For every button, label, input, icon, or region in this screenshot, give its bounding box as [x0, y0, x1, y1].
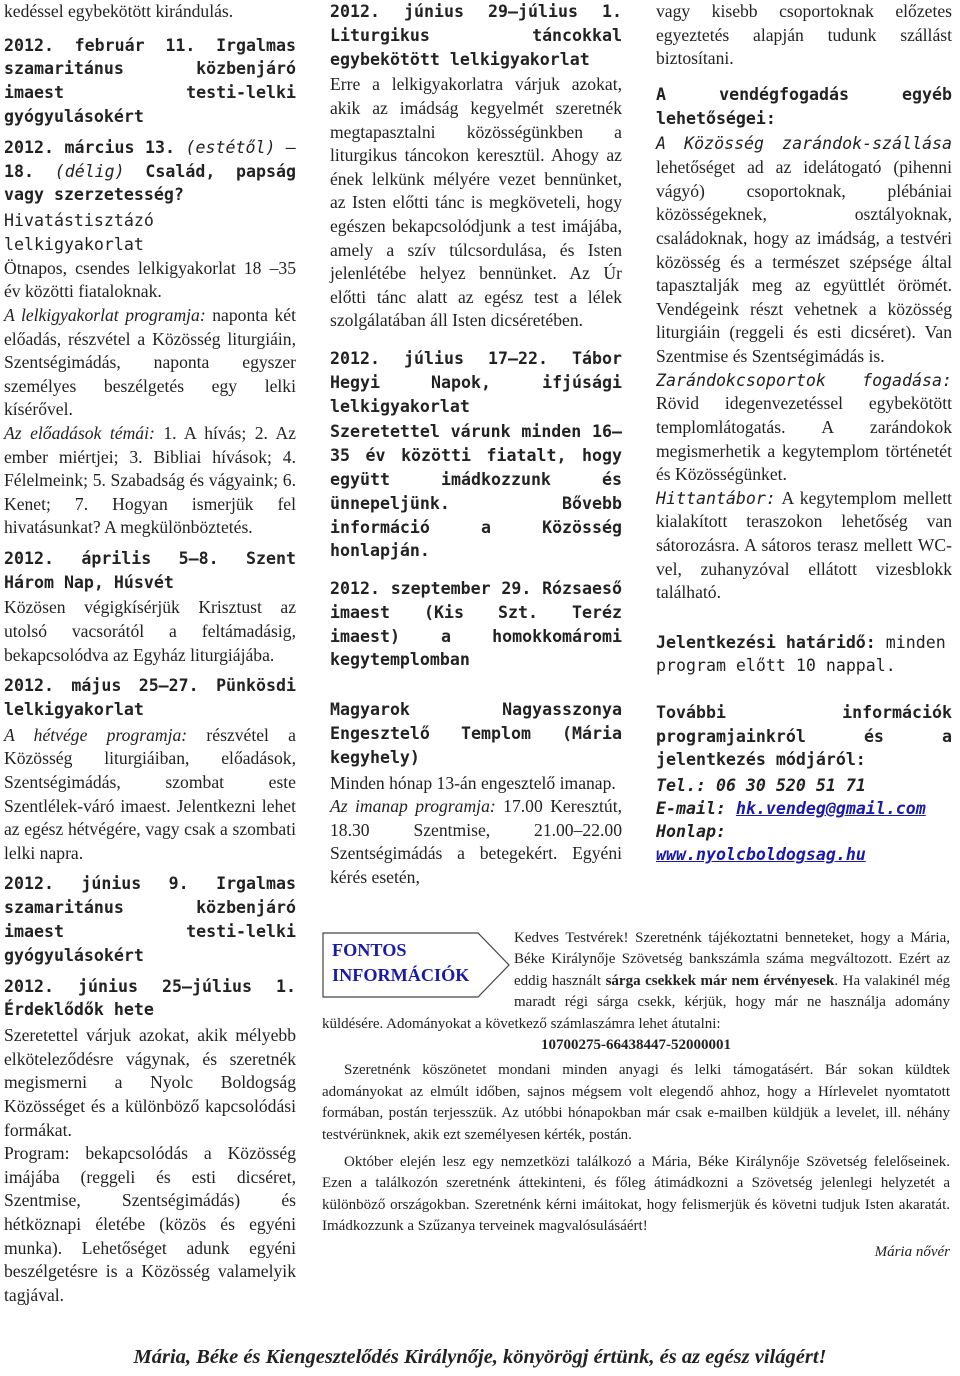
- callout-spacer: [322, 928, 514, 998]
- paragraph: kedéssel egybekötött kirándulás.: [4, 1, 234, 21]
- section-item: [656, 487, 952, 605]
- deadline: [656, 631, 952, 677]
- event-heading: [4, 34, 296, 129]
- event-date: 2012. május 25–27.: [4, 676, 199, 696]
- event-heading: [330, 577, 622, 672]
- footer-prayer: Mária, Béke és Kiengesztelődés Királynője, könyörögj értünk, és az egész világért!: [133, 1346, 827, 1368]
- contact-tel: [656, 774, 952, 797]
- event-title: Irgalmas szamaritánus közbenjáró imaest testi-lelki gyógyulásokért: [4, 35, 296, 126]
- column-3: [656, 0, 952, 866]
- event-title: Rózsaeső imaest (Kis Szt. Teréz imaest) a homokkomáromi kegytemplomban: [330, 579, 622, 670]
- event-heading: 2012. június 29–július 1. Liturgikus táncokkal egybekötött lelkigyakorlat: [330, 2, 622, 69]
- event-heading: Magyarok Nagyasszonya Engesztelő Templom (Mária kegyhely): [330, 700, 622, 767]
- event-heading: 2012. július 17–22. Tábor Hegyi Napok, ifjúsági lelkigyakorlat: [330, 348, 622, 416]
- event-heading: [4, 872, 296, 967]
- notice-body: [322, 928, 950, 1263]
- event-title: Irgalmas szamaritánus közbenjáró imaest testi-lelki gyógyulásokért: [4, 874, 297, 965]
- column-2: [330, 0, 622, 890]
- notice-paragraph: Október elején lesz egy nemzetközi találkozó a Mária, Béke Királynője Szövetség felelőseinek. Ezen a találkozón szeretnénk áttekinteni, és főleg átimádkozni a Szövetség jelenlegi helyzetét a különböző országokban. Szeretnénk kérni imáitokat, hogy felismerjük és követni tudjuk Isten akaratát. Imádkozzunk a Szűzanya terveinek magvalósulásáért!: [322, 1154, 950, 1235]
- section-heading: A vendégfogadás egyéb lehetőségei:: [656, 84, 952, 128]
- account-number: 10700275-66438447-52000001: [541, 1037, 731, 1054]
- event-title: Pünkösdi lelkigyakorlat: [4, 676, 296, 720]
- event-heading: [4, 136, 296, 207]
- event-heading: [4, 975, 296, 1023]
- program-body: részvétel a Közösség liturgiáiban, előadások, Szentségimádás, szombat este Szentlélek-váró imaest. Jelentkezni lehet az egész hétvégére, vagy csak a szombati lelki napra.: [4, 724, 296, 863]
- paragraph: vagy kisebb csoportoknak előzetes egyeztetés alapján tudunk szállást biztosítani.: [656, 1, 952, 69]
- contact-web: [656, 820, 952, 866]
- notice-text: . Ha valakinél még maradt régi sárga csekk, kérjük, hogy már ne használja adomány küldésére. Adományokat a következő számlaszámra lehet átutalni:: [322, 972, 950, 1032]
- program-label: A hétvége programja:: [4, 724, 188, 745]
- event-date: 18.: [4, 161, 34, 181]
- event-heading: [4, 547, 296, 595]
- event-date: 2012. április 5–8.: [4, 548, 219, 568]
- tel-label: Tel.:: [656, 776, 706, 796]
- deadline-body: minden program előtt 10 nappal.: [656, 632, 946, 675]
- item-body: lehetőséget ad az idelátogató (pihenni vágyó) csoportoknak, plébániai közösségeknek, osztályoknak, családoknak, hogy az imádság, a testvéri közösség és a természet szépsége által tapasztalják meg az együttlét örömét. Vendégeink részt vehetnek a közösség liturgiáin (reggeli és esti dicséret). Van Szentmise és Szentségimádás is.: [656, 157, 952, 366]
- event-time: (estétől) –: [185, 137, 296, 157]
- program-label: A lelkigyakorlat programja:: [4, 304, 206, 325]
- section-item: [656, 132, 952, 368]
- contact-email: [656, 797, 952, 820]
- signature: Mária nővér: [874, 1243, 950, 1260]
- event-date: 2012. szeptember 29.: [330, 579, 532, 599]
- item-body: Rövid idegenvezetéssel egybekötött templomlátogatás. A zarándokok megismerhetik a kegytemplom történetét és Közösségünket.: [656, 393, 952, 485]
- item-label: Hittantábor:: [656, 488, 776, 508]
- event-program: [4, 304, 296, 422]
- event-body: Erre a lelkigyakorlatra várjuk azokat, akik az imádság kegyelmét szeretnék megtapasztalni közösségünkben a liturgikus táncokon keresztül. Ahogy az ének lelkünk mélyére vezet bennünket, az Isten előtti tánc is megköveteli, hogy egészen bekapcsolódjunk a test imájába, amely a szív túlcsordulása, és Isten jelenlétébe helyez bennünket. Az Úr előtti tánc alatt az egész test a lélek szolgálatában áll Isten dicséretében.: [330, 74, 622, 331]
- event-title: Család, papság vagy szerzetesség?: [4, 161, 296, 205]
- section-item: [656, 369, 952, 487]
- important-notice: [322, 918, 954, 1328]
- topics-body: 1. A hívás; 2. Az ember miértjei; 3. Bibliai hívások; 4. Félelmeink; 5. Szabadság és vágyaink; 6. Kenet; 7. Hogyan ismerjük fel hivatásunkat? A megkülönböztetés.: [4, 422, 296, 538]
- event-body: Ötnapos, csendes lelkigyakorlat 18 –35 év közötti fiataloknak.: [4, 257, 296, 302]
- email-label: E-mail:: [656, 799, 726, 819]
- email-link[interactable]: hk.vendeg@gmail.com: [735, 799, 926, 819]
- program-label: Az imanap programja:: [330, 796, 496, 817]
- item-body: A kegytemplom mellett kialakított teraszokon lehetőség van sátorozásra. A sátoros terasz mellett WC-vel, zuhanyzóval ellátott vizesblokk található.: [656, 487, 952, 603]
- event-date: 2012. február 11.: [4, 35, 196, 55]
- item-label: A Közösség zarándok-szállása: [656, 134, 952, 154]
- notice-text-bold: sárga csekkek már nem érvényesek: [605, 972, 835, 989]
- event-date: 2012. június 25–július 1.: [4, 976, 296, 996]
- event-subtitle: Hivatástisztázó lelkigyakorlat: [4, 211, 154, 254]
- event-title: Érdeklődők hete: [4, 1000, 154, 1020]
- event-body: Közösen végigkísérjük Krisztust az utolsó vacsorától a feltámadásig, bekapcsolódva az Egyház liturgiájába.: [4, 597, 296, 665]
- event-body: Szeretettel várjuk azokat, akik mélyebb elköteleződésre vágynak, és szeretnék megismerni a Nyolc Boldogság Közösséget és a különböző kapcsolódási formákat.: [4, 1025, 296, 1140]
- event-date: 2012. március 13.: [4, 137, 175, 157]
- program-body: naponta két előadás, részvétel a Közösség liturgiáin, Szentségimádás, naponta egyszer személyes beszélgetés egy lelki kísérővel.: [4, 304, 296, 420]
- event-heading: [4, 674, 296, 722]
- tel-value: 06 30 520 51 71: [715, 776, 866, 796]
- event-body: Program: bekapcsolódás a Közösség imájába (reggeli és esti dicséret, Szentmise, Szentségimádás) és hétköznapi életébe (közös és egyéni munka). Lehetőséget adunk egyéni beszélgetésre is a Közösség valamelyik tagjával.: [4, 1143, 296, 1305]
- topics-label: Az előadások témái:: [4, 422, 155, 443]
- event-time: (délig): [54, 161, 125, 181]
- column-1: [4, 0, 296, 1307]
- notice-paragraph: Szeretnénk köszönetet mondani minden anyagi és lelki támogatásért. Bár sokan küldtek adományokat az elmúlt időben, sajnos mégsem volt elegendő ahhoz, hogy a Hírlevelet nyomtatott formában, postán terjesszük. Az utóbbi hónapokban már csak e-mailben küldjük a levelet, ill. néhány testvérünknek, akik ezt személyesen kérték, postán.: [322, 1062, 950, 1143]
- event-body: Minden hónap 13-án engesztelő imanap.: [330, 772, 616, 793]
- event-date: 2012. június 9.: [4, 874, 189, 894]
- event-body-bold: Szeretettel várunk minden 16–35 év közötti fiatalt, hogy együtt imádkozzunk és ünnepeljünk. Bővebb információ a Közösség honlapján.: [330, 422, 622, 561]
- web-label: Honlap:: [656, 822, 726, 842]
- notice-label: FONTOS INFORMÁCIÓK: [332, 940, 470, 985]
- notice-text: Kedves Testvérek! Szeretnénk tájékoztatni benneteket, hogy a Mária, Béke Királynője Szövetség bankszámla száma megváltozott. Ezért az eddig használt: [514, 930, 950, 989]
- item-label: Zarándokcsoportok fogadása:: [656, 370, 952, 390]
- deadline-label: Jelentkezési határidő:: [656, 632, 876, 652]
- event-program: [330, 795, 622, 889]
- event-topics: [4, 422, 296, 540]
- program-body: 17.00 Keresztút, 18.30 Szentmise, 21.00–22.00 Szentségimádás a betegekért. Egyéni kérés esetén,: [330, 796, 623, 888]
- web-link[interactable]: www.nyolcboldogsag.hu: [656, 845, 866, 865]
- more-info-heading: További információk programjainkról és a jelentkezés módjáról:: [656, 702, 952, 770]
- event-program: [4, 724, 296, 866]
- event-title: Szent Három Nap, Húsvét: [4, 548, 296, 592]
